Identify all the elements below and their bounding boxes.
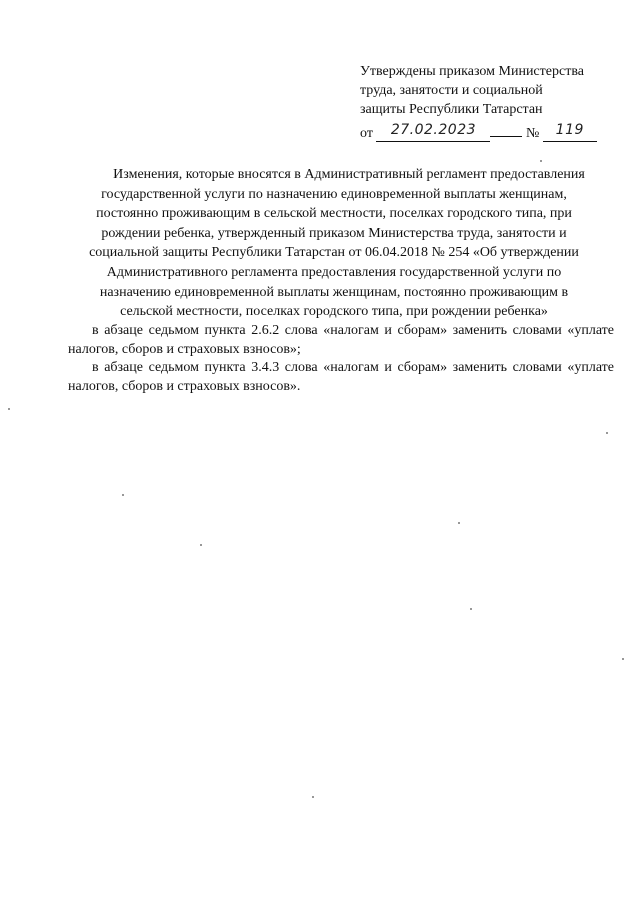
- document-body: [68, 322, 614, 396]
- title-line: Административного регламента предоставления государственной услуги по: [106, 264, 562, 280]
- approval-date-line: [360, 119, 630, 143]
- scan-speck: [470, 608, 472, 610]
- title-line: Изменения, которые вносятся в Административный регламент предоставления: [113, 167, 585, 182]
- title-line: сельской местности, поселках городского типа, при рождении ребенка»: [120, 304, 548, 320]
- scan-speck: [540, 160, 542, 162]
- scan-speck: [8, 408, 10, 410]
- scan-speck: [606, 432, 608, 434]
- document-title: [72, 165, 596, 322]
- date-field-tail: [490, 119, 522, 137]
- approval-line-2: труда, занятости и социальной: [360, 83, 543, 98]
- approval-line-3: защиты Республики Татарстан: [360, 102, 543, 117]
- number-sign: №: [525, 126, 540, 141]
- scan-speck: [122, 494, 124, 496]
- scan-speck: [200, 544, 202, 546]
- number-handwritten: 119: [555, 122, 584, 138]
- title-line: рождении ребенка, утвержденный приказом Министерства труда, занятости и: [101, 225, 567, 241]
- approval-line-1: Утверждены приказом Министерства: [360, 64, 584, 79]
- date-field: [376, 124, 490, 142]
- title-line: назначению единовременной выплаты женщинам, постоянно проживающим в: [99, 284, 569, 300]
- title-line: государственной услуги по назначению единовременной выплаты женщинам,: [101, 186, 567, 202]
- approval-stamp: [360, 62, 630, 143]
- scan-speck: [458, 522, 460, 524]
- body-paragraph: в абзаце седьмом пункта 3.4.3 слова «налогам и сборам» заменить словами «уплате налогов, сборов и страховых взносов».: [68, 360, 614, 394]
- title-line: постоянно проживающим в сельской местности, поселках городского типа, при: [96, 206, 572, 222]
- date-handwritten: 27.02.2023: [390, 122, 477, 138]
- title-line: социальной защиты Республики Татарстан от 06.04.2018 № 254 «Об утверждении: [89, 245, 579, 261]
- scan-speck: [622, 658, 624, 660]
- body-paragraph: в абзаце седьмом пункта 2.6.2 слова «налогам и сборам» заменить словами «уплате налогов, сборов и страховых взносов»;: [68, 323, 614, 357]
- number-field: [543, 124, 597, 142]
- scan-speck: [312, 796, 314, 798]
- date-prefix: от: [360, 126, 373, 141]
